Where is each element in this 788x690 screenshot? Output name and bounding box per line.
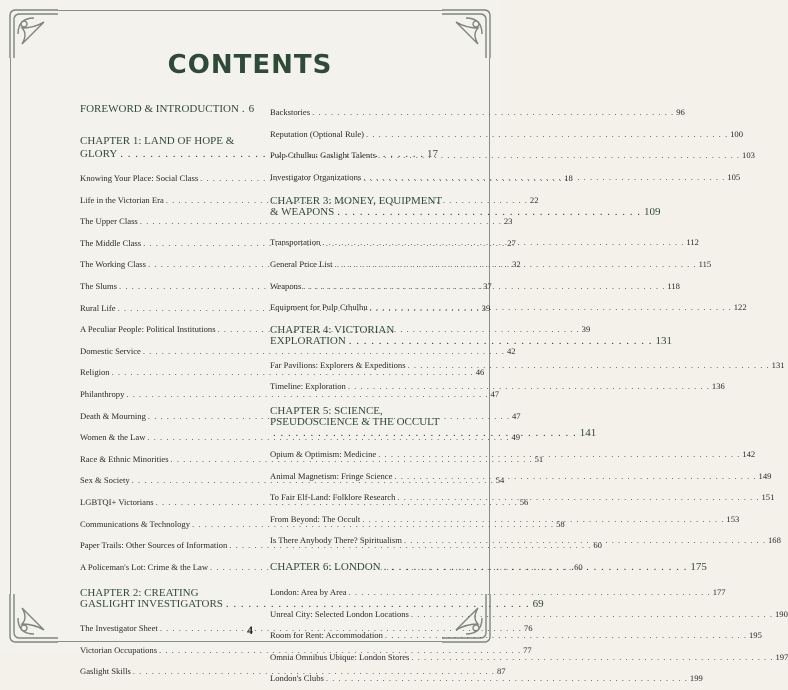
toc-entry-title: A Peculiar People: Political Institutions [80, 324, 216, 335]
toc-entry[interactable] [270, 102, 685, 124]
toc-entry-page: 42 [506, 345, 516, 356]
leader-dots [366, 124, 728, 146]
leader-dots [348, 376, 710, 398]
chapter-title: CHAPTER 3: MONEY, EQUIPMENT [270, 195, 443, 208]
toc-entry-page: 142 [742, 448, 756, 459]
toc-entry-page: 49 [511, 432, 521, 443]
toc-entry-title: The Slums [80, 280, 118, 291]
leader-dots [378, 145, 740, 167]
toc-entry-title: Sex & Society [80, 475, 130, 486]
page-number: 4 [247, 623, 253, 637]
toc-entry-page: 51 [534, 453, 544, 464]
toc-entry-page: 60 [574, 561, 583, 572]
toc-entry-title: Rural Life [80, 302, 116, 313]
toc-entry-page: 39 [481, 302, 491, 313]
toc-entry-page: 22 [529, 194, 539, 205]
toc-entry-title: Philanthropy [80, 388, 125, 399]
leader-dots [408, 355, 770, 377]
leader-dots [362, 509, 724, 531]
toc-entry-title: Gaslight Skills [80, 666, 131, 677]
leader-dots [384, 562, 688, 573]
chapter-title: CHAPTER 5: SCIENCE, [270, 404, 383, 417]
toc-entry-title: London's Clubs [270, 673, 324, 684]
leader-dots [397, 487, 759, 509]
toc-entry-title: To Fair Elf-Land: Folklore Research [270, 492, 396, 503]
toc-entry-page: 47 [490, 388, 500, 399]
leader-dots [378, 444, 740, 466]
toc-entry-title: Paper Trails: Other Sources of Information [80, 540, 228, 551]
toc-entry-title: Is There Anybody There? Spiritualism [270, 535, 402, 546]
toc-entry[interactable] [80, 427, 521, 449]
toc-entry-title: Women & the Law [80, 432, 146, 443]
toc-entry-title: Omnia Omnibus Ubique: London Stores [270, 651, 410, 662]
leader-dots [322, 232, 684, 254]
chapter-page: 131 [655, 334, 673, 347]
chapter-title-cont: PSEUDOSCIENCE & THE OCCULT [270, 415, 440, 428]
toc-entry-title: Reputation (Optional Rule) [270, 128, 365, 139]
toc-entry-title: Domestic Service [80, 345, 141, 356]
toc-entry-page: 37 [483, 280, 492, 291]
leader-dots [394, 466, 756, 488]
chapter-title-cont: GLORY [80, 148, 118, 160]
chapter-page: 109 [644, 206, 661, 219]
toc-entry-title: The Upper Class [80, 216, 138, 227]
corner-ornament-icon [4, 594, 58, 648]
leader-dots [337, 207, 641, 218]
chapter-page: 6 [248, 103, 255, 115]
toc-entry-page: 47 [511, 410, 521, 421]
toc-entry-page: 153 [726, 513, 740, 524]
toc-entry-page: 199 [689, 673, 703, 684]
toc-entry-page: 197 [775, 651, 788, 662]
toc-entry-page: 177 [712, 586, 726, 597]
toc-entry-page: 103 [742, 150, 755, 161]
toc-entry-title: The Working Class [80, 259, 146, 270]
toc-entry-title: Animal Magnetism: Fringe Science [270, 470, 393, 481]
toc-entry-page: 122 [733, 302, 747, 313]
toc-entry-title: Timeline: Exploration [270, 381, 346, 392]
toc-entry-title: Pulp Cthulhu: Gaslight Talents [270, 150, 376, 161]
chapter-title-cont: GASLIGHT INVESTIGATORS [80, 598, 223, 611]
toc-entry-page: 115 [698, 258, 712, 269]
toc-entry-page: 76 [523, 623, 533, 634]
toc-entry-title: The Investigator Sheet [80, 623, 158, 634]
toc-entry-page: 118 [667, 280, 680, 291]
toc-entry-page: 23 [503, 216, 513, 227]
toc-entry[interactable] [270, 124, 744, 146]
toc-entry-page: 54 [495, 475, 505, 486]
chapter-page: 69 [532, 598, 544, 611]
toc-entry[interactable] [270, 582, 726, 604]
toc-entry-page: 190 [774, 608, 788, 619]
leader-dots [326, 668, 688, 690]
leader-dots [370, 297, 732, 319]
toc-entry-page: 136 [711, 381, 725, 392]
chapter-title: CHAPTER 6: LONDON [270, 560, 381, 573]
toc-entry-title: Communications & Technology [80, 518, 190, 529]
leader-dots [303, 276, 665, 298]
chapter-title: CHAPTER 2: CREATING [80, 587, 199, 600]
chapter-title: CHAPTER 4: VICTORIAN [270, 323, 395, 336]
toc-entry-title: Religion [80, 367, 110, 378]
toc-entry-title: Opium & Optimism: Medicine [270, 448, 377, 459]
toc-entry-page: 58 [556, 518, 565, 529]
chapter-page: 175 [690, 560, 707, 573]
toc-entry-title: From Beyond: The Occult [270, 513, 361, 524]
toc-entry-title: A Policeman's Lot: Crime & the Law [80, 561, 209, 572]
toc-entry-title: Death & Mourning [80, 410, 146, 421]
leader-dots [404, 530, 766, 552]
toc-entry-page: 56 [519, 496, 529, 507]
toc-entry-page: 46 [475, 367, 485, 378]
toc-entry-page: 131 [771, 359, 785, 370]
toc-entry-page: 151 [761, 492, 775, 503]
toc-entry-title: London: Area by Area [270, 586, 347, 597]
toc-entry-page: 105 [727, 171, 741, 182]
leader-dots [273, 428, 577, 439]
toc-entry-title: Weapons [270, 280, 302, 291]
toc-entry[interactable] [270, 145, 755, 167]
toc-entry-title: Life in the Victorian Era [80, 194, 164, 205]
toc-entry-title: Equipment for Pulp Cthulhu [270, 302, 368, 313]
leader-dots [312, 102, 674, 124]
toc-entry-title: Knowing Your Place: Social Class [80, 173, 199, 183]
leader-dots [349, 582, 711, 604]
toc-entry-title: Transportation [270, 237, 321, 248]
toc-entry-page: 18 [564, 173, 573, 183]
toc-entry-title: Victorian Occupations [80, 644, 158, 655]
toc-foreword[interactable]: FOREWORD & INTRODUCTION . 6 [80, 103, 255, 115]
toc-entry-title: LGBTQI+ Victorians [80, 496, 154, 507]
chapter-title-cont: EXPLORATION [270, 334, 346, 347]
leader-dots [411, 647, 773, 669]
toc-entry[interactable] [80, 341, 516, 363]
chapter-title-cont: & WEAPONS [270, 206, 335, 219]
page-title: CONTENTS [167, 50, 333, 80]
toc-entry-page: 100 [730, 128, 744, 139]
chapter-title: FOREWORD & INTRODUCTION [80, 103, 239, 115]
leader-dots [349, 336, 653, 347]
chapter-page: 17 [427, 148, 439, 160]
toc-entry-title: Race & Ethnic Minorities [80, 453, 169, 464]
leader-dots [335, 254, 697, 276]
toc-entry-title: Investigator Organizations [270, 171, 362, 182]
toc-entry-page: 195 [748, 630, 762, 641]
toc-entry-page: 168 [767, 535, 781, 546]
toc-entry-page: 112 [686, 237, 699, 248]
toc-entry-page: 32 [512, 259, 521, 270]
toc-entry-title: Room for Rent: Accommodation [270, 630, 383, 641]
toc-entry-title: Unreal City: Selected London Locations [270, 608, 409, 619]
toc-entry-page: 77 [523, 644, 532, 655]
toc-entry-title: The Middle Class [80, 237, 142, 248]
toc-entry-page: 60 [593, 540, 602, 551]
toc-entry-title: Backstories [270, 107, 311, 117]
toc-entry-page: 27 [507, 237, 516, 248]
chapter-page: 141 [579, 426, 597, 439]
toc-entry-page: 149 [758, 470, 772, 481]
leader-dots [411, 604, 773, 626]
toc-entry-page: 96 [676, 107, 685, 117]
chapter-title: CHAPTER 1: LAND OF HOPE & [80, 135, 235, 147]
toc-entry-title: Far Pavilions: Explorers & Expeditions [270, 359, 406, 370]
toc-entry-title: General Price List [270, 258, 333, 269]
leader-dots [363, 167, 725, 189]
toc-entry-page: 39 [581, 324, 591, 335]
frame-left [10, 58, 11, 594]
frame-top [58, 10, 442, 11]
toc-entry-page: 87 [496, 666, 506, 677]
